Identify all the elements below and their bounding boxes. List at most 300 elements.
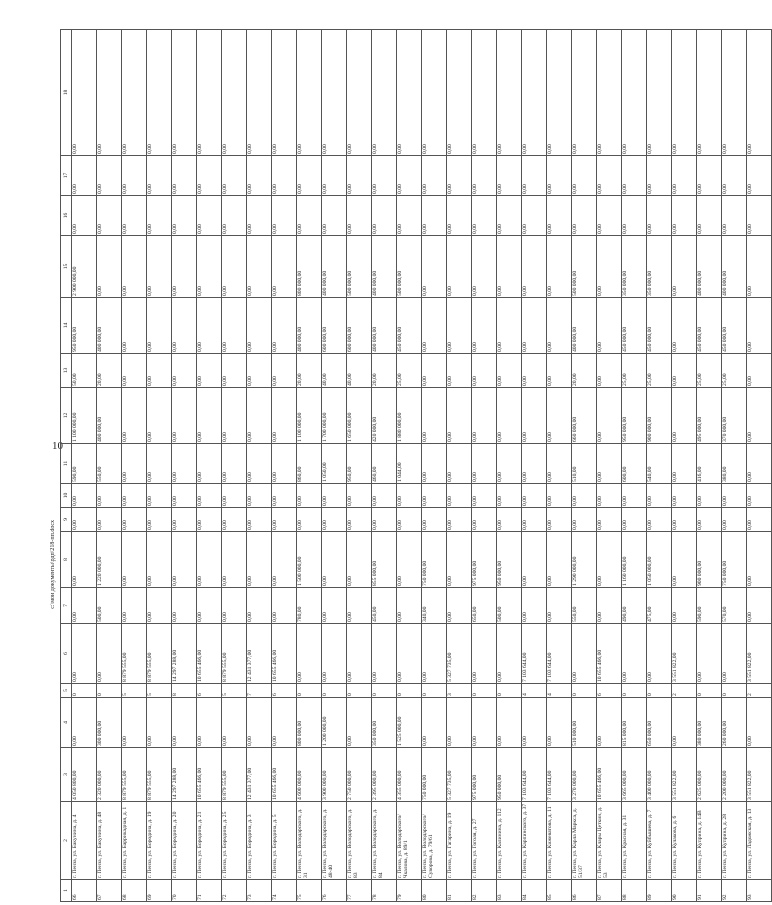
table-cell: 650,00 (472, 588, 497, 624)
table-cell: 260 000,00 (722, 698, 747, 748)
table-cell: 0,00 (72, 196, 97, 236)
table-cell: 6 (197, 684, 222, 698)
table-cell: 0,00 (447, 354, 472, 388)
table-cell: 1 500 000,00 (297, 532, 322, 588)
table-cell: 0,00 (222, 588, 247, 624)
table-row (147, 30, 172, 902)
table-row (97, 30, 122, 902)
column-header: 9 (61, 508, 72, 532)
address-cell: г. Пенза, ул. Бородина, д. 19 (147, 802, 172, 880)
table-cell: 400 000,00 (97, 298, 122, 354)
table-cell: 0,00 (647, 30, 672, 156)
table-cell: 0,00 (672, 444, 697, 484)
table-cell: 0,00 (422, 354, 447, 388)
table-cell: 0,00 (597, 484, 622, 508)
table-cell: 12 431 377,00 (247, 624, 272, 684)
table-cell: 0,00 (397, 30, 422, 156)
table-cell: 8 879 555,00 (147, 748, 172, 802)
table-cell: 3 665 000,00 (622, 748, 647, 802)
table-cell: 0,00 (522, 196, 547, 236)
table-cell: 0,00 (422, 698, 447, 748)
table-cell: 0,00 (722, 156, 747, 196)
table-cell: 0,00 (422, 624, 447, 684)
table-cell: 0,00 (372, 156, 397, 196)
table-cell: 500 000,00 (572, 236, 597, 298)
table-row (397, 30, 422, 902)
table-cell: 0,00 (222, 354, 247, 388)
table-cell: 0,00 (672, 588, 697, 624)
table-cell: 0,00 (397, 484, 422, 508)
table-cell: 0,00 (122, 588, 147, 624)
table-cell: 0,00 (547, 236, 572, 298)
table-cell: 0,00 (547, 698, 572, 748)
column-header: 10 (61, 484, 72, 508)
table-cell: 0,00 (122, 698, 147, 748)
table-cell: 0,00 (572, 624, 597, 684)
table-cell: 0,00 (197, 388, 222, 444)
table-cell: 975 000,00 (472, 748, 497, 802)
table-cell: 0,00 (347, 532, 372, 588)
column-header: 13 (61, 354, 72, 388)
table-row (297, 30, 322, 902)
table-cell: 0,00 (272, 354, 297, 388)
table-cell: 0,00 (747, 444, 772, 484)
column-header: 11 (61, 444, 72, 484)
table-cell: 0,00 (622, 508, 647, 532)
table-cell: 6 (272, 684, 297, 698)
table-cell: 80 (422, 880, 447, 902)
table-cell: 0,00 (547, 508, 572, 532)
table-cell: 0,00 (122, 30, 147, 156)
table-cell: 0,00 (97, 624, 122, 684)
table-cell: 4 355 000,00 (397, 748, 422, 802)
table-cell: 0,00 (672, 196, 697, 236)
table-cell: 0,00 (597, 698, 622, 748)
table-row (172, 30, 197, 902)
table-cell: 0,00 (722, 484, 747, 508)
table-cell: 0,00 (322, 508, 347, 532)
table-cell: 0,00 (347, 588, 372, 624)
table-cell: 1 160 000,00 (622, 532, 647, 588)
table-cell: 0,00 (447, 388, 472, 444)
table-cell: 950 000,00 (497, 532, 522, 588)
table-cell: 0 (347, 684, 372, 698)
table-cell: 495 000,00 (697, 388, 722, 444)
table-cell: 0,00 (572, 508, 597, 532)
table-cell: 2 900 000,00 (72, 236, 97, 298)
table-cell: 0,00 (472, 444, 497, 484)
table-cell: 0,00 (147, 354, 172, 388)
table-cell: 0,00 (597, 354, 622, 388)
table-cell: 0,00 (647, 196, 672, 236)
table-cell: 400 000,00 (372, 298, 397, 354)
address-cell: г. Пенза, ул. Красная, д. 31 (622, 802, 647, 880)
table-cell: 0,00 (747, 698, 772, 748)
table-cell: 0,00 (322, 484, 347, 508)
table-cell: 0,00 (272, 588, 297, 624)
table-cell: 0,00 (472, 30, 497, 156)
table-cell: 75 (297, 880, 322, 902)
table-cell: 0,00 (347, 624, 372, 684)
table-cell: 340,00 (422, 588, 447, 624)
table-cell: 0,00 (222, 484, 247, 508)
table-cell: 0,00 (572, 156, 597, 196)
column-header: 1 (61, 880, 72, 902)
table-cell: 650 000,00 (647, 698, 672, 748)
address-cell: г. Пенза, ул. Гоголя, д. 27 (472, 802, 497, 880)
table-cell: 0,00 (397, 156, 422, 196)
table-cell: 0,00 (747, 588, 772, 624)
table-cell: 0,00 (397, 588, 422, 624)
table-cell: 0,00 (497, 388, 522, 444)
table-cell: 74 (272, 880, 297, 902)
table-cell: 0,00 (272, 444, 297, 484)
table-cell: 7 (247, 684, 272, 698)
table-cell: 7 103 644,00 (547, 624, 572, 684)
table-cell: 0,00 (672, 388, 697, 444)
table-cell: 0,00 (297, 508, 322, 532)
column-header: 15 (61, 236, 72, 298)
table-cell: 1 525 000,00 (397, 698, 422, 748)
table-cell: 600 000,00 (347, 298, 372, 354)
table-cell: 540,00 (647, 444, 672, 484)
table-cell: 0,00 (122, 354, 147, 388)
address-cell: г. Пенза, ул. Бакунина, д. 4 (72, 802, 97, 880)
table-row (547, 30, 572, 902)
table-cell: 0,00 (422, 236, 447, 298)
table-cell: 0,00 (272, 236, 297, 298)
table-cell: 0,00 (222, 196, 247, 236)
table-cell: 815 000,00 (622, 698, 647, 748)
table-cell: 10 655 466,00 (272, 624, 297, 684)
table-cell: 89 (647, 880, 672, 902)
table-cell: 0,00 (472, 698, 497, 748)
table-cell: 0,00 (472, 624, 497, 684)
table-cell: 0,00 (147, 196, 172, 236)
table-cell: 8 879 555,00 (122, 748, 147, 802)
table-cell: 3 551 822,00 (672, 624, 697, 684)
table-cell: 0,00 (322, 624, 347, 684)
table-cell: 0,00 (347, 30, 372, 156)
table-row (697, 30, 722, 902)
table-cell: 5 (122, 684, 147, 698)
table-cell: 0 (422, 684, 447, 698)
table-cell: 0,00 (597, 30, 622, 156)
table-cell: 0,00 (672, 484, 697, 508)
address-cell: г. Пенза, ул. Бородина, д. 20 (172, 802, 197, 880)
table-cell: 0,00 (422, 508, 447, 532)
table-cell: 8 879 555,00 (222, 624, 247, 684)
table-cell: 0,00 (522, 444, 547, 484)
table-cell: 0,00 (147, 588, 172, 624)
table-cell: 0,00 (72, 30, 97, 156)
table-cell: 0,00 (447, 532, 472, 588)
table-cell: 0,00 (597, 388, 622, 444)
table-cell: 0,00 (472, 196, 497, 236)
table-cell: 0,00 (747, 298, 772, 354)
table-cell: 1 100 000,00 (72, 388, 97, 444)
table-cell: 0,00 (122, 508, 147, 532)
table-cell: 7 103 644,00 (522, 748, 547, 802)
table-cell: 0,00 (172, 30, 197, 156)
table-cell: 0,00 (172, 156, 197, 196)
table-cell: 0,00 (172, 298, 197, 354)
table-cell: 0,00 (647, 156, 672, 196)
table-cell: 0,00 (697, 196, 722, 236)
table-cell: 780,00 (297, 588, 322, 624)
table-cell: 0,00 (622, 624, 647, 684)
table-cell: 400 000,00 (722, 236, 747, 298)
table-cell: 900 000,00 (697, 532, 722, 588)
table-cell: 0,00 (197, 236, 222, 298)
table-cell: 0,00 (447, 30, 472, 156)
table-cell: 0 (497, 684, 522, 698)
table-cell: 0,00 (522, 298, 547, 354)
table-cell: 25,00 (397, 354, 422, 388)
table-cell: 0,00 (472, 156, 497, 196)
table-cell: 0,00 (172, 588, 197, 624)
table-cell: 0,00 (72, 698, 97, 748)
table-cell: 0,00 (597, 236, 622, 298)
table-cell: 1 200 000,00 (322, 698, 347, 748)
table-cell: 0,00 (247, 508, 272, 532)
table-cell: 0,00 (172, 532, 197, 588)
table-cell: 0,00 (97, 156, 122, 196)
table-cell: 475,00 (647, 588, 672, 624)
table-cell: 0,00 (672, 698, 697, 748)
table-cell: 400 000,00 (372, 236, 397, 298)
table-cell: 590,00 (72, 444, 97, 484)
table-cell: 0,00 (322, 196, 347, 236)
table-cell: 0,00 (222, 444, 247, 484)
table-cell: 0,00 (697, 508, 722, 532)
table-cell: 66 (72, 880, 97, 902)
table-cell: 450 000,00 (397, 298, 422, 354)
column-header: 17 (61, 156, 72, 196)
table-cell: 0,00 (272, 298, 297, 354)
table-cell: 69 (147, 880, 172, 902)
table-cell: 450 000,00 (647, 298, 672, 354)
table-cell: 2 (747, 684, 772, 698)
table-cell: 0,00 (147, 30, 172, 156)
table-cell: 0,00 (197, 698, 222, 748)
table-cell: 0 (697, 684, 722, 698)
table-cell: 1 650 000,00 (347, 388, 372, 444)
table-row (722, 30, 747, 902)
table-cell: 0,00 (747, 236, 772, 298)
table-cell: 0,00 (547, 30, 572, 156)
table-cell: 0 (297, 684, 322, 698)
table-cell: 0,00 (222, 698, 247, 748)
address-cell: г. Пенза, ул. Бородина, д. 21 (197, 802, 222, 880)
table-row (322, 30, 347, 902)
table-cell: 450 000,00 (622, 298, 647, 354)
address-cell: г. Пенза, ул. Володарского/Суворова, д. 79/61 (422, 802, 447, 880)
table-cell: 0,00 (597, 156, 622, 196)
address-cell: г. Пенза, ул. Володарского, д. 48-40 (322, 802, 347, 880)
table-cell: 950,00 (347, 444, 372, 484)
table-cell: 12 431 377,00 (247, 748, 272, 802)
address-cell: г. Пенза, ул. Гагарина, д. 19 (447, 802, 472, 880)
column-header: 8 (61, 532, 72, 588)
table-cell: 0,00 (347, 484, 372, 508)
table-cell: 0,00 (172, 236, 197, 298)
table-cell: 0,00 (422, 388, 447, 444)
table-cell: 370 000,00 (722, 388, 747, 444)
table-cell: 0,00 (172, 508, 197, 532)
table-cell: 0,00 (372, 508, 397, 532)
table-cell: 0,00 (147, 388, 172, 444)
table-cell: 0,00 (647, 624, 672, 684)
table-sheet (60, 25, 753, 902)
address-cell: г. Пенза, ул. Карпинского, д. 37 (522, 802, 547, 880)
table-cell: 0,00 (222, 156, 247, 196)
table-cell: 0,00 (572, 484, 597, 508)
table-cell: 0,00 (247, 236, 272, 298)
column-header: 5 (61, 684, 72, 698)
table-cell: 0,00 (547, 484, 572, 508)
table-cell: 400 000,00 (97, 388, 122, 444)
table-cell: 1 220 000,00 (97, 532, 122, 588)
table-cell: 0,00 (447, 484, 472, 508)
table-cell: 0,00 (497, 298, 522, 354)
table-cell: 0,00 (272, 196, 297, 236)
table-cell: 500 000,00 (397, 236, 422, 298)
table-cell: 0,00 (547, 444, 572, 484)
table-cell: 0,00 (447, 508, 472, 532)
table-cell: 0,00 (172, 484, 197, 508)
table-cell: 1 880 000,00 (397, 388, 422, 444)
table-cell: 950 000,00 (622, 388, 647, 444)
table-cell: 5 327 735,00 (447, 748, 472, 802)
address-cell: г. Пенза, ул. Калинина, д. 112 (497, 802, 522, 880)
table-cell: 14 297 288,00 (172, 748, 197, 802)
table-cell: 0,00 (197, 30, 222, 156)
table-row (347, 30, 372, 902)
table-cell: 0,00 (197, 156, 222, 196)
table-cell: 0,00 (447, 698, 472, 748)
table-cell: 0,00 (147, 236, 172, 298)
table-cell: 0,00 (97, 196, 122, 236)
table-cell: 0,00 (747, 484, 772, 508)
table-cell: 0,00 (497, 508, 522, 532)
address-cell: г. Пенза, ул. Куйбышева, д. 7 (647, 802, 672, 880)
table-cell: 500,00 (97, 588, 122, 624)
table-cell: 400 000,00 (322, 236, 347, 298)
table-cell: 0,00 (547, 298, 572, 354)
table-cell: 68 (122, 880, 147, 902)
table-cell: 0,00 (372, 196, 397, 236)
table-cell: 0 (572, 684, 597, 698)
table-cell: 0,00 (222, 388, 247, 444)
table-cell: 0,00 (522, 30, 547, 156)
table-cell: 0,00 (522, 484, 547, 508)
table-cell: 0,00 (747, 508, 772, 532)
table-cell: 0,00 (172, 388, 197, 444)
table-cell: 350 000,00 (647, 236, 672, 298)
table-cell: 0,00 (522, 236, 547, 298)
table-cell: 0,00 (747, 156, 772, 196)
table-cell: 860,00 (297, 444, 322, 484)
table-row (497, 30, 522, 902)
table-row (272, 30, 297, 902)
table-cell: 0,00 (472, 298, 497, 354)
column-header: 7 (61, 588, 72, 624)
table-cell: 0,00 (497, 30, 522, 156)
table-cell: 0 (97, 684, 122, 698)
table-cell: 81 (447, 880, 472, 902)
column-header: 4 (61, 698, 72, 748)
table-cell: 0,00 (597, 508, 622, 532)
table-cell: 0,00 (97, 508, 122, 532)
table-row (747, 30, 772, 902)
table-cell: 0,00 (497, 444, 522, 484)
address-cell: г. Пенза, ул. Володарского/Чкалова, д. 89/1 (397, 802, 422, 880)
table-cell: 0,00 (97, 484, 122, 508)
table-cell: 800 000,00 (297, 698, 322, 748)
table-cell: 73 (247, 880, 272, 902)
table-cell: 0,00 (297, 156, 322, 196)
table-cell: 450 000,00 (722, 298, 747, 354)
table-cell: 0,00 (222, 532, 247, 588)
table-cell: 0,00 (172, 444, 197, 484)
table-cell: 0,00 (272, 698, 297, 748)
table-cell: 0,00 (547, 354, 572, 388)
table-cell: 750 000,00 (422, 748, 447, 802)
table-cell: 0,00 (722, 508, 747, 532)
table-cell: 0,00 (322, 156, 347, 196)
table-row (572, 30, 597, 902)
table-row (247, 30, 272, 902)
table-cell: 25,00 (697, 354, 722, 388)
table-cell: 0,00 (272, 532, 297, 588)
column-header: 18 (61, 30, 72, 156)
address-cell: г. Пенза, ул. Бородина, д. 25 (222, 802, 247, 880)
table-row (472, 30, 497, 902)
address-cell: г. Пенза, ул. Кижеватова, д. 11 (547, 802, 572, 880)
table-cell: 0,00 (297, 196, 322, 236)
table-cell: 0,00 (672, 508, 697, 532)
table-cell: 0 (397, 684, 422, 698)
address-cell: г. Пенза, ул. Куприна, д. 28 (722, 802, 747, 880)
table-cell: 0 (647, 684, 672, 698)
table-cell: 0,00 (197, 588, 222, 624)
table-cell: 0,00 (572, 30, 597, 156)
rotated-table-container (60, 25, 753, 902)
table-cell: 1 290 000,00 (572, 532, 597, 588)
table-cell: 7 103 644,00 (522, 624, 547, 684)
table-cell: 3 551 822,00 (747, 748, 772, 802)
table-cell: 0,00 (422, 298, 447, 354)
table-cell: 660 000,00 (572, 388, 597, 444)
table-cell: 0,00 (747, 196, 772, 236)
table-cell: 3 400 000,00 (647, 748, 672, 802)
table-cell: 0,00 (347, 698, 372, 748)
table-cell: 0,00 (222, 298, 247, 354)
table-cell: 490,00 (622, 588, 647, 624)
address-cell: г. Пенза, ул. Кулакова, д. 6 (672, 802, 697, 880)
table-cell: 0,00 (422, 484, 447, 508)
table-cell: 0,00 (197, 532, 222, 588)
table-cell: 0 (622, 684, 647, 698)
table-cell: 4 (522, 684, 547, 698)
table-cell: 3 551 822,00 (747, 624, 772, 684)
table-cell: 400 000,00 (572, 298, 597, 354)
table-cell: 0,00 (347, 156, 372, 196)
table-row (622, 30, 647, 902)
table-cell: 76 (322, 880, 347, 902)
table-cell: 93 (747, 880, 772, 902)
